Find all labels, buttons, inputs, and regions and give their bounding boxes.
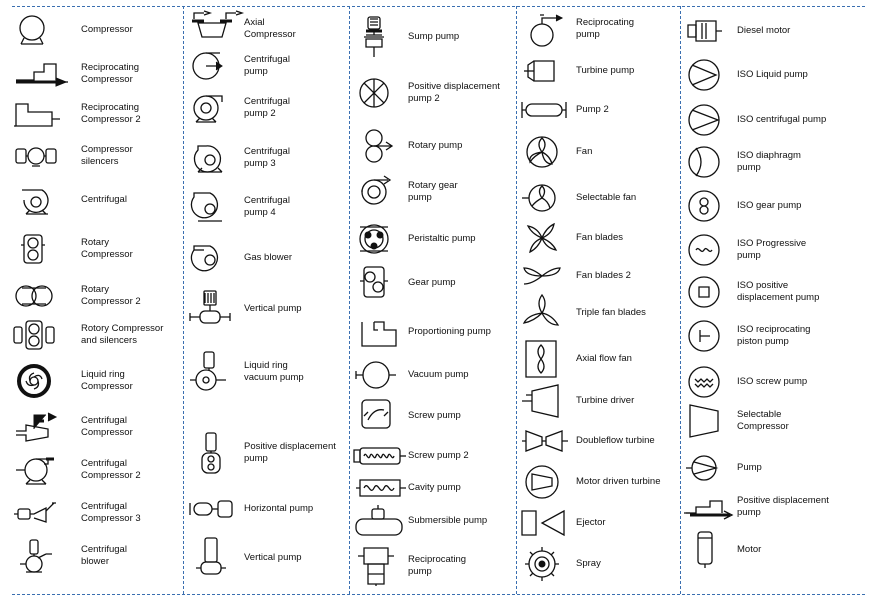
symbol-item <box>520 178 685 218</box>
symbol-label: Positive displacement pump 2 <box>408 81 500 104</box>
symbol-label: Fan <box>576 146 593 157</box>
symbol-item <box>520 90 685 130</box>
symbol-item <box>354 501 519 541</box>
pump-2-icon <box>520 90 576 130</box>
symbol-label: Motor <box>737 544 762 555</box>
symbol-label: Sump pump <box>408 31 460 42</box>
selectable-fan-icon <box>520 178 576 218</box>
compressor-silencers-icon <box>12 136 68 176</box>
symbol-item <box>354 263 519 303</box>
symbol-column <box>684 0 854 601</box>
symbol-item <box>684 487 849 527</box>
liquid-ring-compressor-icon <box>12 361 68 401</box>
symbol-label: Reciprocating Compressor <box>81 62 140 85</box>
symbol-item <box>12 450 177 490</box>
symbol-label: Turbine pump <box>576 65 635 76</box>
symbol-label: ISO diaphragm pump <box>737 150 801 173</box>
symbol-item <box>188 187 353 227</box>
symbol-label: Fan blades <box>576 232 624 243</box>
centrifugal-compressor-4-icon <box>12 493 68 533</box>
symbol-item <box>684 448 849 488</box>
peristaltic-pump-icon <box>354 219 410 259</box>
symbol-item <box>354 172 519 212</box>
iso-progressive-pump-icon <box>684 230 740 270</box>
symbol-label: Motor driven turbine <box>576 476 661 487</box>
symbol-column <box>354 0 524 601</box>
symbol-label: Liquid ring vacuum pump <box>244 360 304 383</box>
selectable-compressor-icon <box>684 401 740 441</box>
symbol-label: Cavity pump <box>408 482 461 493</box>
symbol-label: Diesel motor <box>737 25 791 36</box>
symbol-item <box>188 489 353 529</box>
symbol-label: ISO reciprocating piston pump <box>737 324 811 347</box>
symbol-label: Liquid ring Compressor <box>81 369 133 392</box>
symbol-item <box>354 312 519 352</box>
symbol-label: ISO Liquid pump <box>737 69 808 80</box>
iso-liquid-pump-icon <box>684 55 740 95</box>
symbol-item <box>684 316 849 356</box>
iso-positive-displacement-pump-icon <box>684 272 740 312</box>
symbol-item <box>354 355 519 395</box>
iso-reciprocating-piston-pump-icon <box>684 316 740 356</box>
symbol-label: Vertical pump <box>244 552 302 563</box>
symbol-item <box>12 54 177 94</box>
symbol-label: Axial Compressor <box>244 17 296 40</box>
motor-icon <box>684 530 740 570</box>
symbol-label: Triple fan blades <box>576 307 646 318</box>
symbol-item <box>188 138 353 178</box>
rotary-compressor-2-icon <box>12 276 68 316</box>
symbol-item <box>188 238 353 278</box>
rotary-compressor-silencers-icon <box>12 315 68 355</box>
spray-icon <box>520 544 576 584</box>
symbol-item <box>12 180 177 220</box>
symbol-item <box>520 339 685 379</box>
symbol-item <box>684 11 849 51</box>
symbol-label: Horizontal pump <box>244 503 314 514</box>
symbol-item <box>188 46 353 86</box>
pump-icon <box>684 448 740 488</box>
centrifugal-pump-2-icon <box>188 88 244 128</box>
symbol-item <box>520 381 685 421</box>
symbol-label: Centrifugal Compressor 2 <box>81 458 141 481</box>
symbol-item <box>684 186 849 226</box>
symbol-label: Compressor <box>81 24 133 35</box>
symbol-item <box>354 396 519 436</box>
positive-displacement-pump-2-icon <box>354 73 410 113</box>
symbol-label: Screw pump 2 <box>408 450 469 461</box>
fan-blades-2-icon <box>520 256 576 296</box>
symbol-item <box>188 352 353 392</box>
symbol-item <box>12 315 177 355</box>
symbol-label: Selectable fan <box>576 192 637 203</box>
symbol-column <box>12 0 182 601</box>
motor-driven-turbine-icon <box>520 462 576 502</box>
rotary-pump-icon <box>354 126 410 166</box>
symbol-label: Spray <box>576 558 601 569</box>
symbol-label: Centrifugal pump 3 <box>244 146 290 169</box>
symbol-label: ISO Progressive pump <box>737 238 807 261</box>
symbol-label: Ejector <box>576 517 606 528</box>
symbol-label: Vertical pump <box>244 303 302 314</box>
symbol-item <box>188 88 353 128</box>
symbol-label: Gas blower <box>244 252 293 263</box>
centrifugal-pump-4-icon <box>188 187 244 227</box>
rotary-compressor-icon <box>12 229 68 269</box>
centrifugal-blower-icon <box>12 536 68 576</box>
symbol-label: Positive displacement pump <box>244 441 336 464</box>
symbol-item <box>520 462 685 502</box>
symbol-item <box>354 17 519 57</box>
symbol-item <box>684 362 849 402</box>
symbol-item <box>684 530 849 570</box>
symbol-item <box>188 289 353 329</box>
iso-diaphragm-pump-icon <box>684 142 740 182</box>
symbol-label: Compressor silencers <box>81 144 133 167</box>
symbol-item <box>520 218 685 258</box>
iso-centrifugal-pump-icon <box>684 100 740 140</box>
symbol-label: Gear pump <box>408 277 456 288</box>
symbol-label: Pump 2 <box>576 104 609 115</box>
symbol-label: Pump <box>737 462 762 473</box>
symbol-item <box>520 256 685 296</box>
compressor-icon <box>12 10 68 50</box>
screw-pump-icon <box>354 396 410 436</box>
symbol-item <box>12 536 177 576</box>
ejector-icon <box>520 503 576 543</box>
reciprocating-pump-2-icon <box>520 9 576 49</box>
gas-blower-icon <box>188 238 244 278</box>
fan-icon <box>520 132 576 172</box>
rotary-gear-pump-icon <box>354 172 410 212</box>
centrifugal-compressor-2-icon <box>12 407 68 447</box>
symbol-item <box>12 94 177 134</box>
symbol-label: Turbine driver <box>576 395 635 406</box>
fan-blades-icon <box>520 218 576 258</box>
symbol-item <box>12 361 177 401</box>
doubleflow-turbine-icon <box>520 421 576 461</box>
diesel-motor-icon <box>684 11 740 51</box>
symbol-item <box>684 401 849 441</box>
centrifugal-pump-icon <box>188 46 244 86</box>
symbol-label: Centrifugal pump 2 <box>244 96 290 119</box>
vacuum-pump-icon <box>354 355 410 395</box>
symbol-label: Vacuum pump <box>408 369 469 380</box>
symbol-label: Screw pump <box>408 410 461 421</box>
gear-pump-icon <box>354 263 410 303</box>
symbol-item <box>520 51 685 91</box>
symbol-item <box>12 493 177 533</box>
symbol-item <box>520 9 685 49</box>
centrifugal-compressor-icon <box>12 180 68 220</box>
symbol-item <box>354 546 519 586</box>
axial-flow-fan-icon <box>520 339 576 379</box>
symbol-item <box>12 407 177 447</box>
centrifugal-compressor-3-icon <box>12 450 68 490</box>
symbol-label: Selectable Compressor <box>737 409 789 432</box>
symbol-item <box>520 293 685 333</box>
symbol-item <box>520 421 685 461</box>
turbine-driver-icon <box>520 381 576 421</box>
symbol-label: Fan blades 2 <box>576 270 631 281</box>
triple-fan-blades-icon <box>520 293 576 333</box>
column-divider <box>183 6 184 594</box>
symbol-item <box>12 10 177 50</box>
iso-gear-pump-icon <box>684 186 740 226</box>
symbol-item <box>188 433 353 473</box>
symbol-label: Peristaltic pump <box>408 233 476 244</box>
symbol-item <box>354 126 519 166</box>
symbol-item <box>188 538 353 578</box>
symbol-label: ISO gear pump <box>737 200 802 211</box>
submersible-pump-icon <box>354 501 410 541</box>
positive-displacement-pump-icon <box>188 433 244 473</box>
symbol-label: Positive displacement pump <box>737 495 829 518</box>
symbol-label: Reciprocating Compressor 2 <box>81 102 141 125</box>
symbol-label: ISO positive displacement pump <box>737 280 820 303</box>
reciprocating-pump-icon <box>354 546 410 586</box>
symbol-item <box>354 73 519 113</box>
positive-displacement-pump-3-icon <box>684 487 740 527</box>
symbol-item <box>684 230 849 270</box>
symbol-label: ISO screw pump <box>737 376 808 387</box>
symbol-label: Reciprocating pump <box>408 554 467 577</box>
symbol-column <box>520 0 690 601</box>
symbol-label: Reciprocating pump <box>576 17 635 40</box>
symbol-label: Centrifugal blower <box>81 544 127 567</box>
vertical-pump-2-icon <box>188 538 244 578</box>
symbol-label: Centrifugal <box>81 194 127 205</box>
symbol-label: Proportioning pump <box>408 326 491 337</box>
proportioning-pump-icon <box>354 312 410 352</box>
iso-screw-pump-icon <box>684 362 740 402</box>
symbol-label: Doubleflow turbine <box>576 435 655 446</box>
symbol-item <box>354 219 519 259</box>
symbol-label: Rotary gear pump <box>408 180 458 203</box>
symbol-label: Rotary Compressor 2 <box>81 284 141 307</box>
symbol-item <box>684 142 849 182</box>
symbol-label: Centrifugal Compressor <box>81 415 133 438</box>
symbol-item <box>188 9 353 49</box>
symbol-item <box>684 100 849 140</box>
symbol-item <box>12 276 177 316</box>
symbol-label: Rotory Compressor and silencers <box>81 323 164 346</box>
centrifugal-pump-3-icon <box>188 138 244 178</box>
symbol-label: ISO centrifugal pump <box>737 114 827 125</box>
symbol-label: Centrifugal pump 4 <box>244 195 290 218</box>
symbol-column <box>188 0 358 601</box>
horizontal-pump-icon <box>188 489 244 529</box>
turbine-pump-icon <box>520 51 576 91</box>
symbol-item <box>520 544 685 584</box>
symbol-label: Rotary pump <box>408 140 463 151</box>
vertical-pump-icon <box>188 289 244 329</box>
symbol-item <box>684 55 849 95</box>
symbol-item <box>520 132 685 172</box>
symbol-label: Centrifugal Compressor 3 <box>81 501 141 524</box>
symbol-label: Centrifugal pump <box>244 54 290 77</box>
symbol-label: Submersible pump <box>408 515 488 526</box>
reciprocating-compressor-2-icon <box>12 94 68 134</box>
symbol-label: Axial flow fan <box>576 353 632 364</box>
symbol-item <box>684 272 849 312</box>
symbol-item <box>12 136 177 176</box>
liquid-ring-vacuum-pump-icon <box>188 352 244 392</box>
sump-pump-icon <box>354 17 410 57</box>
symbol-label: Rotary Compressor <box>81 237 133 260</box>
symbol-item <box>12 229 177 269</box>
axial-compressor-icon <box>188 9 244 49</box>
symbol-item <box>520 503 685 543</box>
reciprocating-compressor-icon <box>12 54 68 94</box>
